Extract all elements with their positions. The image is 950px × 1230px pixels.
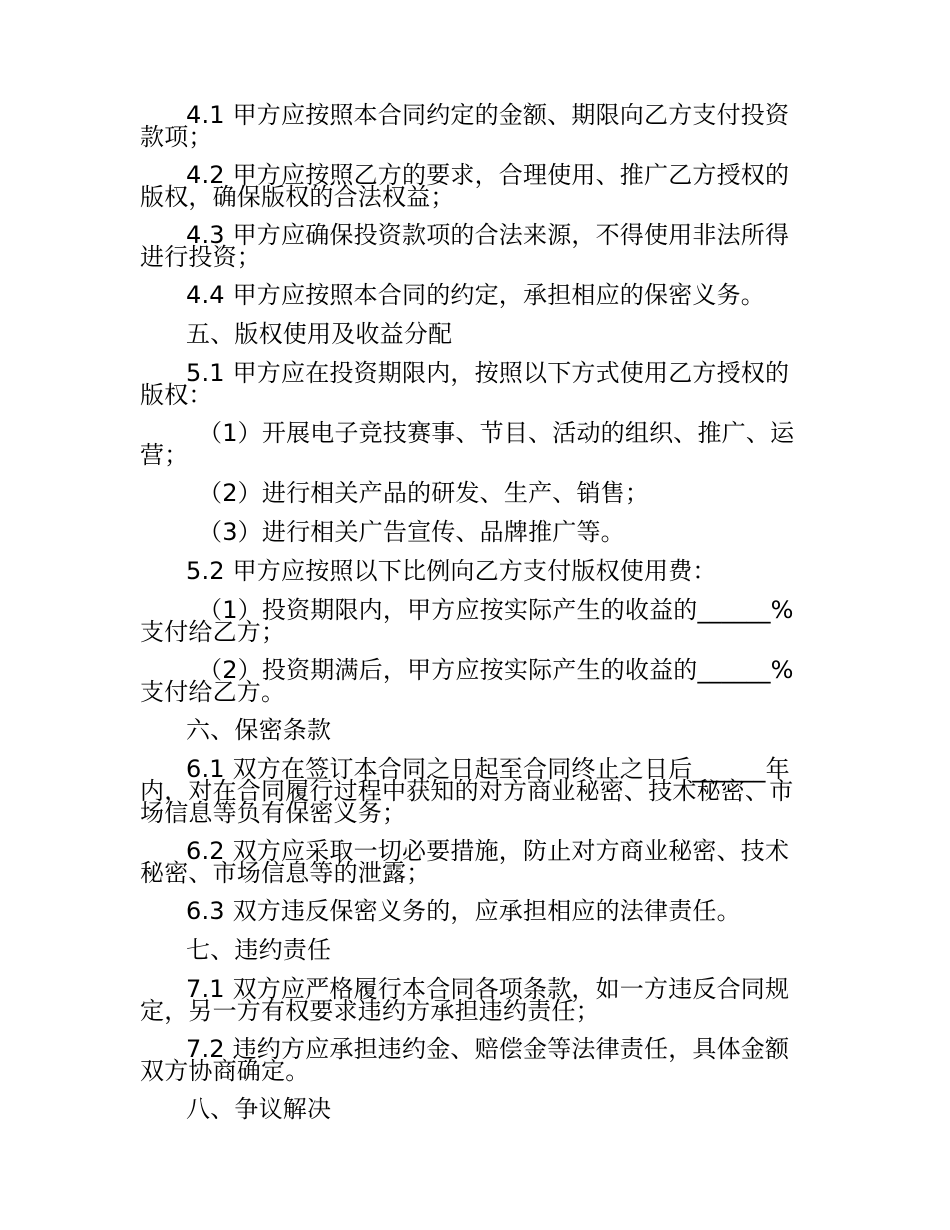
section-7-heading: 七、违约责任 (186, 936, 332, 964)
clause-5-1-item-1: （1）开展电子竞技赛事、节目、活动的组织、推广、运营； (140, 419, 795, 469)
clause-5-2: 5.2 甲方应按照以下比例向乙方支付版权使用费： (186, 557, 717, 585)
clause-4-4: 4.4 甲方应按照本合同的约定，承担相应的保密义务。 (186, 281, 765, 309)
clause-7-2: 7.2 违约方应承担违约金、赔偿金等法律责任，具体金额双方协商确定。 (140, 1035, 790, 1085)
section-5-heading: 五、版权使用及收益分配 (186, 320, 453, 348)
clause-6-2: 6.2 双方应采取一切必要措施，防止对方商业秘密、技术秘密、市场信息等的泄露； (140, 837, 790, 887)
clause-4-3: 4.3 甲方应确保投资款项的合法来源，不得使用非法所得进行投资； (140, 221, 790, 271)
clause-5-1-item-2: （2）进行相关产品的研发、生产、销售； (198, 479, 650, 507)
clause-7-1: 7.1 双方应严格履行本合同各项条款，如一方违反合同规定，另一方有权要求违约方承担违约责任； (140, 975, 790, 1025)
clause-6-1: 6.1 双方在签订本合同之日起至合同终止之日后______年内，对在合同履行过程中获知的对方商业秘密、技术秘密、市场信息等负有保密义务； (140, 755, 794, 827)
clause-5-1-item-3: （3）进行相关广告宣传、品牌推广等。 (198, 518, 625, 546)
clause-4-2: 4.2 甲方应按照乙方的要求，合理使用、推广乙方授权的版权，确保版权的合法权益； (140, 161, 790, 211)
section-8-heading: 八、争议解决 (186, 1095, 332, 1123)
clause-5-2-item-2: （2）投资期满后，甲方应按实际产生的收益的______%支付给乙方。 (140, 656, 794, 706)
clause-5-1: 5.1 甲方应在投资期限内，按照以下方式使用乙方授权的版权： (140, 359, 790, 409)
clause-6-3: 6.3 双方违反保密义务的，应承担相应的法律责任。 (186, 897, 741, 925)
clause-5-2-item-1: （1）投资期限内，甲方应按实际产生的收益的______%支付给乙方； (140, 596, 794, 646)
section-6-heading: 六、保密条款 (186, 716, 332, 744)
clause-4-1: 4.1 甲方应按照本合同约定的金额、期限向乙方支付投资款项； (140, 101, 790, 151)
document-page (140, 101, 805, 1137)
